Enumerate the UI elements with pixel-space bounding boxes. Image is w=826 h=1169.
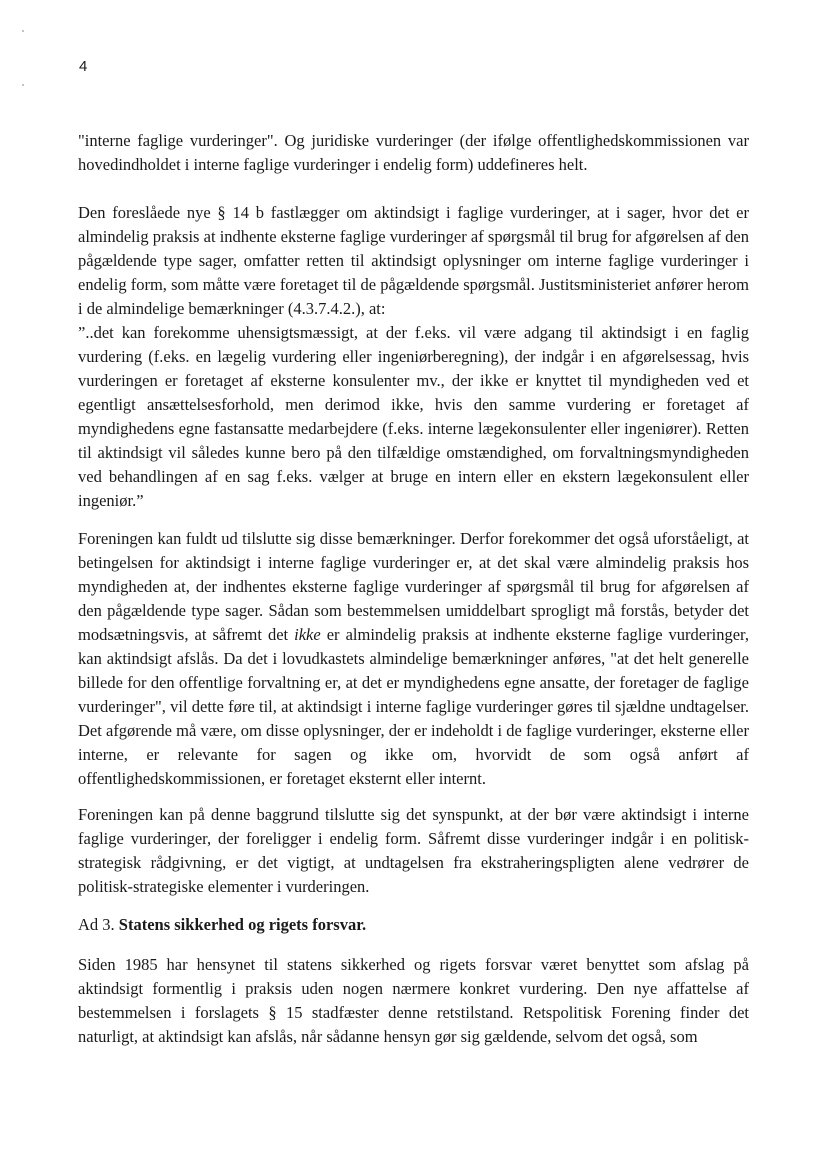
paragraph-text: "interne faglige vurderinger". Og juridiske vurderinger (der ifølge offentlighedskommissionen var hovedindholdet i interne faglige vurderinger i endelig form) uddefineres helt. [78,131,749,174]
text-run: Foreningen kan fuldt ud tilslutte sig disse bemærkninger. Derfor forekommer det også uforståeligt, at betingelsen for aktindsigt i interne faglige vurderinger er, at det skal være almindelig praksis hos myndigheden at, der indhentes eksterne faglige vurderinger af spørgsmål til brug for afgørelsen af den pågældende type sager. Sådan som bestemmelsen umiddelbart sprogligt må forstås, betyder det modsætningsvis, at såfremt det [78,529,749,644]
paragraph-foreningen-tilslutning [78,527,749,791]
scan-speck [22,30,24,32]
paragraph-text [78,527,749,791]
paragraph-text: Den foreslåede nye § 14 b fastlægger om aktindsigt i faglige vurderinger, at i sager, hvor det er almindelig praksis at indhente eksterne faglige vurderinger af spørgsmål til brug for afgørelsen af den pågældende type sager, omfatter retten til aktindsigt oplysninger om interne faglige vurderinger i endelig form, som måtte være foretaget til de pågældende spørgsmål. Justitsministeriet anfører herom i de almindelige bemærkninger (4.3.7.4.2.), at: [78,203,749,318]
page-number: 4 [79,58,88,75]
scan-speck [22,84,24,86]
paragraph-text: Siden 1985 har hensynet til statens sikkerhed og rigets forsvar været benyttet som afslag på aktindsigt formentlig i praksis uden nogen nærmere konkret vurdering. Den nye affattelse af bestemmelsen i forslagets § 15 stadfæster denne retstilstand. Retspolitisk Forening finder det naturligt, at aktindsigt kan afslås, når sådanne hensyn gør sig gældende, selvom det også, som [78,955,749,1046]
section-heading [78,913,366,937]
text-run: er almindelig praksis at indhente eksterne faglige vurderinger, kan aktindsigt afslås. Da det i lovudkastets almindelige bemærkninger anføres, "at det helt generelle billede for den offentlige forvaltning er, at det er myndighedens egne ansatte, der foretager de faglige vurderinger", vil dette føre til, at aktindsigt i interne faglige vurderinger gøres til sjældne undtagelser. Det afgørende må være, om disse oplysninger, der er indeholdt i de faglige vurderinger, eksterne eller interne, er relevante for sagen og ikke om, hvorvidt de som også anført af offentlighedskommissionen, er foretaget eksternt eller internt. [78,625,749,788]
quote-text: ”..det kan forekomme uhensigtsmæssigt, at der f.eks. vil være adgang til aktindsigt i en faglig vurdering (f.eks. en lægelig vurdering eller ingeniørberegning), der indgår i en afgørelsessag, hvis vurderingen er foretaget af eksterne konsulenter mv., der ikke er knyttet til myndigheden ved et egentligt ansættelsesforhold, men derimod ikke, hvis den samme vurdering er foretaget af myndighedens egne fastansatte medarbejdere (f.eks. interne lægekonsulenter eller ingeniører). Retten til aktindsigt vil således kunne bero på den tilfældige omstændighed, om forvaltningsmyndigheden ved behandlingen af en sag f.eks. vælger at bruge en intern eller en ekstern lægekonsulent eller ingeniør.” [78,323,749,510]
paragraph-forslag-14b [78,201,749,513]
heading-title: Statens sikkerhed og rigets forsvar. [118,915,367,934]
paragraph-text: Foreningen kan på denne baggrund tilslutte sig det synspunkt, at der bør være aktindsigt i interne faglige vurderinger, der foreligger i endelig form. Såfremt disse vurderinger indgår i en politisk-strategisk rådgivning, er det vigtigt, at undtagelsen fra ekstraheringspligten alene vedrører de politisk-strategiske elementer i vurderingen. [78,805,749,896]
paragraph-interne-vurderinger [78,129,749,177]
paragraph-statens-sikkerhed [78,953,749,1049]
heading-prefix: Ad 3. [78,915,119,934]
emphasis-text: ikke [294,625,321,644]
paragraph-synspunkt [78,803,749,899]
